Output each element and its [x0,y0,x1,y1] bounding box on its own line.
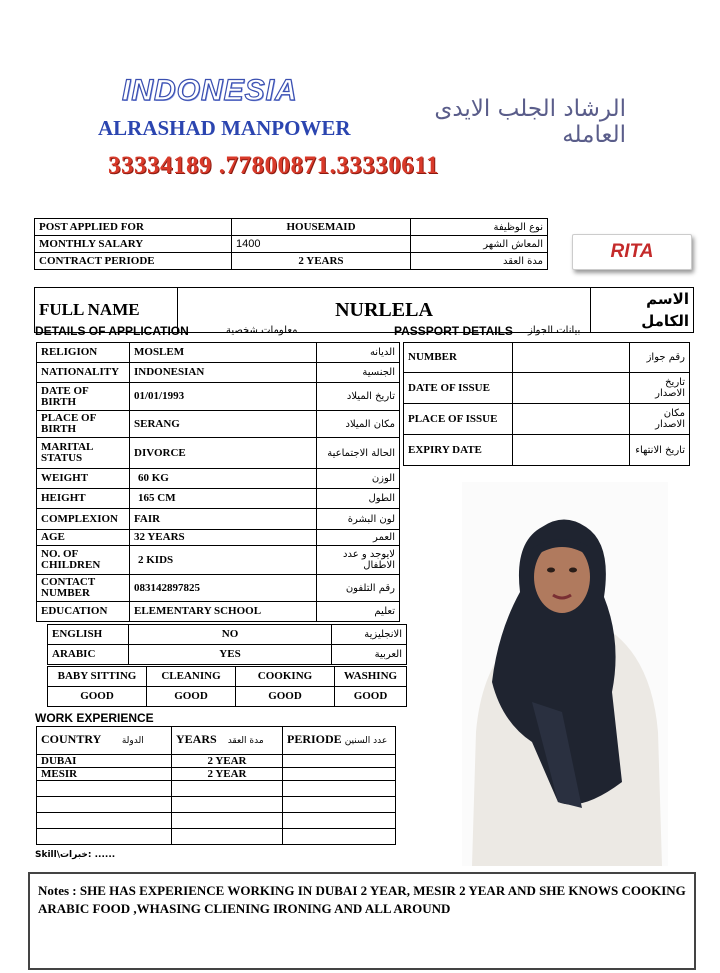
work-col-country-ar: الدولة [121,736,144,746]
details-row [37,343,400,363]
details-label-ar: الجنسية [317,363,400,383]
job-value: HOUSEMAID [232,219,411,236]
details-row [37,438,400,469]
passport-label: NUMBER [404,343,513,373]
passport-row [404,404,690,435]
details-row [37,489,400,509]
passport-label-ar: رقم جواز [630,343,690,373]
skill-value: GOOD [335,687,407,707]
details-table [36,342,400,622]
job-value: 2 YEARS [232,253,411,270]
work-country: MESIR [37,768,172,781]
details-row [37,509,400,530]
language-row [48,625,407,645]
skills-table [47,666,407,707]
work-periode [283,781,396,797]
details-label: AGE [37,530,130,546]
job-label-ar: المعاش الشهر [411,236,548,253]
details-value: 083142897825 [130,575,317,602]
work-col-periode-en: PERIODE [287,732,342,746]
work-col-country-en: COUNTRY [41,732,101,746]
work-row [37,829,396,845]
passport-label: PLACE OF ISSUE [404,404,513,435]
job-label-ar: نوع الوظيفة [411,219,548,236]
work-periode [283,768,396,781]
details-label: RELIGION [37,343,130,363]
passport-value [513,435,630,466]
job-label-ar: مدة العقد [411,253,548,270]
skill-line: Skill\خبرات: ...... [35,850,116,860]
work-years [172,781,283,797]
skill-header: WASHING [335,667,407,687]
language-row [48,645,407,665]
work-periode [283,755,396,768]
work-years [172,813,283,829]
work-header-row [37,727,396,755]
language-label: ENGLISH [48,625,129,645]
work-row [37,781,396,797]
details-label: HEIGHT [37,489,130,509]
details-label-ar: الديانه [317,343,400,363]
work-row [37,768,396,781]
work-years [172,797,283,813]
details-value: 60 KG [130,469,317,489]
details-row [37,546,400,575]
skill-header: CLEANING [147,667,236,687]
work-row [37,813,396,829]
details-value: MOSLEM [130,343,317,363]
details-label-ar: العمر [317,530,400,546]
job-table [34,218,548,270]
job-label: POST APPLIED FOR [35,219,232,236]
work-country: DUBAI [37,755,172,768]
work-years: 2 YEAR [172,755,283,768]
full-name-label: FULL NAME [35,288,178,333]
full-name-value: NURLELA [178,288,591,333]
country-title: INDONESIA [122,74,298,107]
work-table [36,726,396,845]
work-col-periode [283,727,396,755]
passport-label: EXPIRY DATE [404,435,513,466]
skill-value: GOOD [236,687,335,707]
work-title: WORK EXPERIENCE [35,711,154,725]
languages-table [47,624,407,665]
skill-header: COOKING [236,667,335,687]
passport-title: PASSPORT DETAILS [394,324,513,338]
details-row [37,411,400,438]
details-row [37,575,400,602]
language-label-ar: العربية [332,645,407,665]
applicant-portrait-icon [462,482,668,866]
work-col-periode-ar: عدد السنين [344,736,388,746]
details-value: 01/01/1993 [130,383,317,411]
details-row [37,602,400,622]
details-title: DETAILS OF APPLICATION [35,324,189,338]
work-periode [283,797,396,813]
notes-box: Notes : SHE HAS EXPERIENCE WORKING IN DUBAI 2 YEAR, MESIR 2 YEAR AND SHE KNOWS COOKING ARABIC FOOD ,WHASING CLIENING IRONING AND ALL AROUND [28,872,696,970]
skill-value: GOOD [147,687,236,707]
job-label: CONTRACT PERIODE [35,253,232,270]
skill-value: GOOD [48,687,147,707]
passport-label-ar: تاريخ الانتهاء [630,435,690,466]
details-value: 165 CM [130,489,317,509]
details-label: WEIGHT [37,469,130,489]
details-value: ELEMENTARY SCHOOL [130,602,317,622]
details-label-ar: لايوجد و عدد الاطفال [317,546,400,575]
passport-label: DATE OF ISSUE [404,373,513,404]
details-value: 2 KIDS [130,546,317,575]
details-title-ar: معلومات شخصية [226,325,298,336]
passport-row [404,435,690,466]
work-country [37,813,172,829]
details-row [37,469,400,489]
details-label-ar: الوزن [317,469,400,489]
job-row [35,219,548,236]
details-label: CONTACT NUMBER [37,575,130,602]
details-label-ar: الطول [317,489,400,509]
agency-name-ar: الرشاد الجلب الايدى العامله [434,96,626,148]
skills-header-row [48,667,407,687]
skills-value-row [48,687,407,707]
work-periode [283,829,396,845]
passport-label-ar: مكان الاصدار [630,404,690,435]
full-name-label-ar: الاسم الكامل [591,288,694,333]
details-label: EDUCATION [37,602,130,622]
job-value: 1400 [232,236,411,253]
language-label: ARABIC [48,645,129,665]
badge-name: RITA [572,234,692,270]
details-label: PLACE OF BIRTH [37,411,130,438]
work-col-country [37,727,172,755]
details-value: 32 YEARS [130,530,317,546]
job-row [35,236,548,253]
job-label: MONTHLY SALARY [35,236,232,253]
agency-name-en: ALRASHAD MANPOWER [98,116,351,140]
passport-label-ar: تاريخ الاصدار [630,373,690,404]
passport-value [513,373,630,404]
details-value: DIVORCE [130,438,317,469]
work-col-years [172,727,283,755]
details-label-ar: تعليم [317,602,400,622]
work-col-years-en: YEARS [176,732,217,746]
details-label-ar: مكان الميلاد [317,411,400,438]
language-value: YES [129,645,332,665]
work-country [37,797,172,813]
details-label: COMPLEXION [37,509,130,530]
language-value: NO [129,625,332,645]
work-years [172,829,283,845]
passport-table [403,342,690,466]
details-row [37,363,400,383]
details-label-ar: لون البشرة [317,509,400,530]
passport-title-ar: بيانات الجواز [528,325,581,336]
job-row [35,253,548,270]
details-row [37,383,400,411]
work-country [37,781,172,797]
details-row [37,530,400,546]
skill-header: BABY SITTING [48,667,147,687]
work-row [37,755,396,768]
details-value: SERANG [130,411,317,438]
details-label-ar: رقم التلفون [317,575,400,602]
passport-row [404,343,690,373]
details-label: NO. OF CHILDREN [37,546,130,575]
passport-value [513,404,630,435]
details-label-ar: الحالة الاجتماعية [317,438,400,469]
work-row [37,797,396,813]
details-label: NATIONALITY [37,363,130,383]
language-label-ar: الانجليزية [332,625,407,645]
work-country [37,829,172,845]
phone-numbers: 33334189 .77800871.33330611 [108,152,439,179]
details-label: DATE OF BIRTH [37,383,130,411]
work-col-years-ar: مدة العقد [227,736,264,746]
passport-row [404,373,690,404]
details-value: FAIR [130,509,317,530]
details-value: INDONESIAN [130,363,317,383]
work-periode [283,813,396,829]
passport-value [513,343,630,373]
details-label-ar: تاريخ الميلاد [317,383,400,411]
work-years: 2 YEAR [172,768,283,781]
details-label: MARITAL STATUS [37,438,130,469]
applicant-photo [462,482,668,866]
